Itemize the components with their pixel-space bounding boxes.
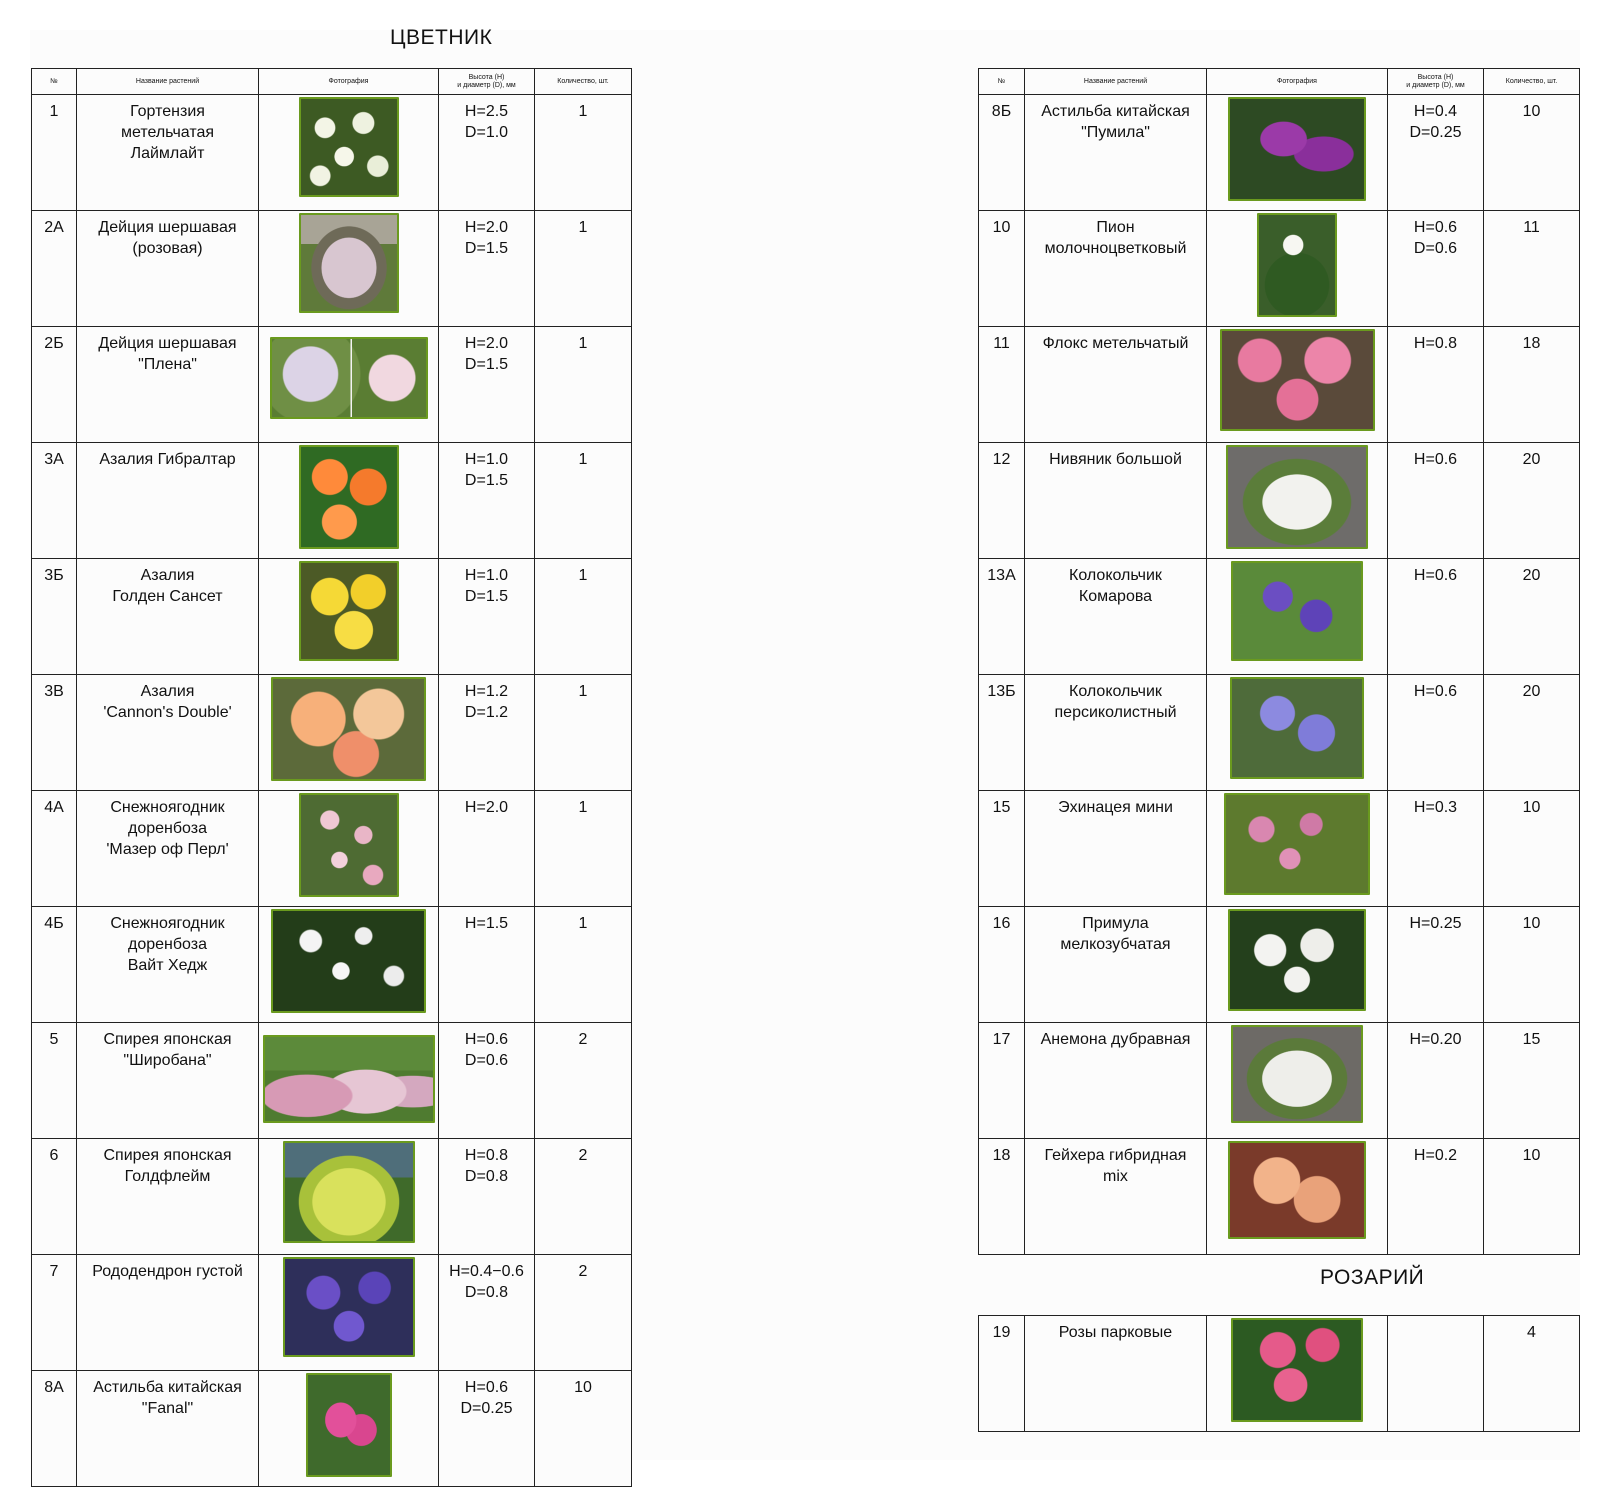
plant-quantity: 10 [1484,95,1580,211]
row-number: 19 [979,1316,1025,1432]
plant-name: Дейция шершавая "Плена" [77,327,259,443]
row-number: 2Б [32,327,77,443]
plant-quantity: 1 [535,95,632,211]
plant-photo-anemone [1231,1025,1363,1123]
table-row [32,211,632,327]
table-row [979,1023,1580,1139]
table-row [32,907,632,1023]
row-number: 2А [32,211,77,327]
plant-name: Колокольчик персиколистный [1025,675,1207,791]
plant-name: Азалия Голден Сансет [77,559,259,675]
plant-size: H=0.20 [1388,1023,1484,1139]
plant-name: Гортензия метельчатая Лаймлайт [77,95,259,211]
header-num: № [979,69,1025,95]
plant-size: H=1.0 D=1.5 [439,443,535,559]
plant-size: H=0.3 [1388,791,1484,907]
plant-photo-phlox [1220,329,1375,431]
plant-name: Флокс метельчатый [1025,327,1207,443]
plant-photo-spiraea-shirobana [263,1035,435,1123]
plant-quantity: 20 [1484,675,1580,791]
plant-quantity: 1 [535,443,632,559]
plant-photo-heuchera [1228,1141,1366,1239]
plant-photo-deutzia-pink [299,213,399,313]
plant-photo-leucanthemum [1226,445,1368,549]
table-row [32,559,632,675]
plant-name: Анемона дубравная [1025,1023,1207,1139]
plant-size: H=1.0 D=1.5 [439,559,535,675]
plant-quantity: 2 [535,1023,632,1139]
flowerbed-table-right [978,68,1580,1255]
row-number: 15 [979,791,1025,907]
plant-size: H=0.6 D=0.25 [439,1371,535,1487]
table-row [979,791,1580,907]
plant-photo-rhododendron [283,1257,415,1357]
plant-name: Азалия Гибралтар [77,443,259,559]
table-row [32,95,632,211]
plant-photo-hydrangea [299,97,399,197]
plant-size: H=0.25 [1388,907,1484,1023]
plant-size: H=1.2 D=1.2 [439,675,535,791]
plant-photo-spiraea-goldflame [283,1141,415,1243]
plant-size: H=2.0 D=1.5 [439,327,535,443]
plant-name: Эхинацея мини [1025,791,1207,907]
header-name: Название растений [77,69,259,95]
header-size: Высота (Н) и диаметр (D), мм [439,69,535,95]
table-row [979,1139,1580,1255]
row-number: 3Б [32,559,77,675]
plant-quantity: 20 [1484,443,1580,559]
table-row [32,791,632,907]
header-qty: Количество, шт. [1484,69,1580,95]
table-row [979,327,1580,443]
plant-photo-park-roses [1231,1318,1363,1422]
plant-photo-snowberry-mother-of-pearl [299,793,399,897]
header-qty: Количество, шт. [535,69,632,95]
plant-quantity: 1 [535,907,632,1023]
table-row [32,1371,632,1487]
row-number: 6 [32,1139,77,1255]
table-row [979,675,1580,791]
rosary-title: РОЗАРИЙ [1320,1266,1425,1289]
plant-name: Спирея японская Голдфлейм [77,1139,259,1255]
table-row [979,211,1580,327]
table-row [32,443,632,559]
table-row [32,1023,632,1139]
row-number: 8А [32,1371,77,1487]
plant-size: H=0.6 D=0.6 [1388,211,1484,327]
plant-name: Астильба китайская "Пумила" [1025,95,1207,211]
plant-photo-azalea-golden-sunset [299,561,399,661]
row-number: 10 [979,211,1025,327]
plant-quantity: 10 [1484,907,1580,1023]
plant-size: H=0.4 D=0.25 [1388,95,1484,211]
plant-size: H=0.4−0.6 D=0.8 [439,1255,535,1371]
plant-name: Колокольчик Комарова [1025,559,1207,675]
flowerbed-title: ЦВЕТНИК [390,26,493,49]
plant-photo-primula [1228,909,1366,1011]
plant-quantity: 1 [535,211,632,327]
plant-photo-deutzia-plena [270,337,428,419]
row-number: 13Б [979,675,1025,791]
plant-name: Снежноягодник доренбоза Вайт Хедж [77,907,259,1023]
row-number: 11 [979,327,1025,443]
row-number: 13А [979,559,1025,675]
rosary-table [978,1315,1580,1432]
row-number: 8Б [979,95,1025,211]
plant-quantity: 11 [1484,211,1580,327]
plant-quantity: 1 [535,327,632,443]
plant-size [1388,1316,1484,1432]
table-header-row [32,69,632,95]
row-number: 18 [979,1139,1025,1255]
plant-quantity: 15 [1484,1023,1580,1139]
plant-size: H=2.0 [439,791,535,907]
plant-quantity: 1 [535,559,632,675]
table-row [32,1139,632,1255]
plant-size: H=2.0 D=1.5 [439,211,535,327]
plant-name: Розы парковые [1025,1316,1207,1432]
plant-quantity: 4 [1484,1316,1580,1432]
table-row [979,443,1580,559]
table-row [979,907,1580,1023]
plant-photo-snowberry-white-hedge [271,909,426,1013]
plant-quantity: 1 [535,791,632,907]
plant-quantity: 1 [535,675,632,791]
plant-photo-azalea-gibraltar [299,445,399,549]
plant-size: H=2.5 D=1.0 [439,95,535,211]
header-name: Название растений [1025,69,1207,95]
plant-name: Дейция шершавая (розовая) [77,211,259,327]
table-row [32,327,632,443]
plant-quantity: 10 [1484,1139,1580,1255]
row-number: 4Б [32,907,77,1023]
plant-photo-campanula-komarovii [1231,561,1363,661]
plant-size: H=0.6 D=0.6 [439,1023,535,1139]
plant-name: Спирея японская "Широбана" [77,1023,259,1139]
plant-name: Астильба китайская "Fanal" [77,1371,259,1487]
table-row [979,1316,1580,1432]
plant-size: H=0.8 [1388,327,1484,443]
table-row [32,675,632,791]
table-row [32,1255,632,1371]
plant-name: Гейхера гибридная mix [1025,1139,1207,1255]
plant-quantity: 10 [535,1371,632,1487]
plant-name: Азалия 'Cannon's Double' [77,675,259,791]
row-number: 16 [979,907,1025,1023]
flowerbed-table-left [31,68,632,1487]
row-number: 1 [32,95,77,211]
plant-size: H=0.8 D=0.8 [439,1139,535,1255]
row-number: 3В [32,675,77,791]
plant-photo-azalea-cannons-double [271,677,426,781]
header-photo: Фотография [1207,69,1388,95]
table-row [979,95,1580,211]
plant-quantity: 18 [1484,327,1580,443]
plant-name: Нивяник большой [1025,443,1207,559]
plant-quantity: 10 [1484,791,1580,907]
table-header-row [979,69,1580,95]
row-number: 12 [979,443,1025,559]
header-num: № [32,69,77,95]
row-number: 5 [32,1023,77,1139]
plant-size: H=0.2 [1388,1139,1484,1255]
row-number: 4А [32,791,77,907]
plant-quantity: 2 [535,1139,632,1255]
plant-name: Снежноягодник доренбоза 'Мазер оф Перл' [77,791,259,907]
table-row [979,559,1580,675]
plant-size: H=1.5 [439,907,535,1023]
plant-size: H=0.6 [1388,443,1484,559]
plant-quantity: 2 [535,1255,632,1371]
header-photo: Фотография [259,69,439,95]
plant-photo-astilbe-pumila [1228,97,1366,201]
plant-name: Пион молочноцветковый [1025,211,1207,327]
row-number: 7 [32,1255,77,1371]
row-number: 17 [979,1023,1025,1139]
plant-photo-astilbe-fanal [306,1373,392,1477]
plant-photo-campanula-persicifolia [1230,677,1364,779]
plant-size: H=0.6 [1388,559,1484,675]
plant-size: H=0.6 [1388,675,1484,791]
plant-photo-peony [1257,213,1337,317]
plant-name: Примула мелкозубчатая [1025,907,1207,1023]
header-size: Высота (Н) и диаметр (D), мм [1388,69,1484,95]
plant-name: Рододендрон густой [77,1255,259,1371]
row-number: 3А [32,443,77,559]
plant-photo-echinacea [1224,793,1370,895]
plant-quantity: 20 [1484,559,1580,675]
